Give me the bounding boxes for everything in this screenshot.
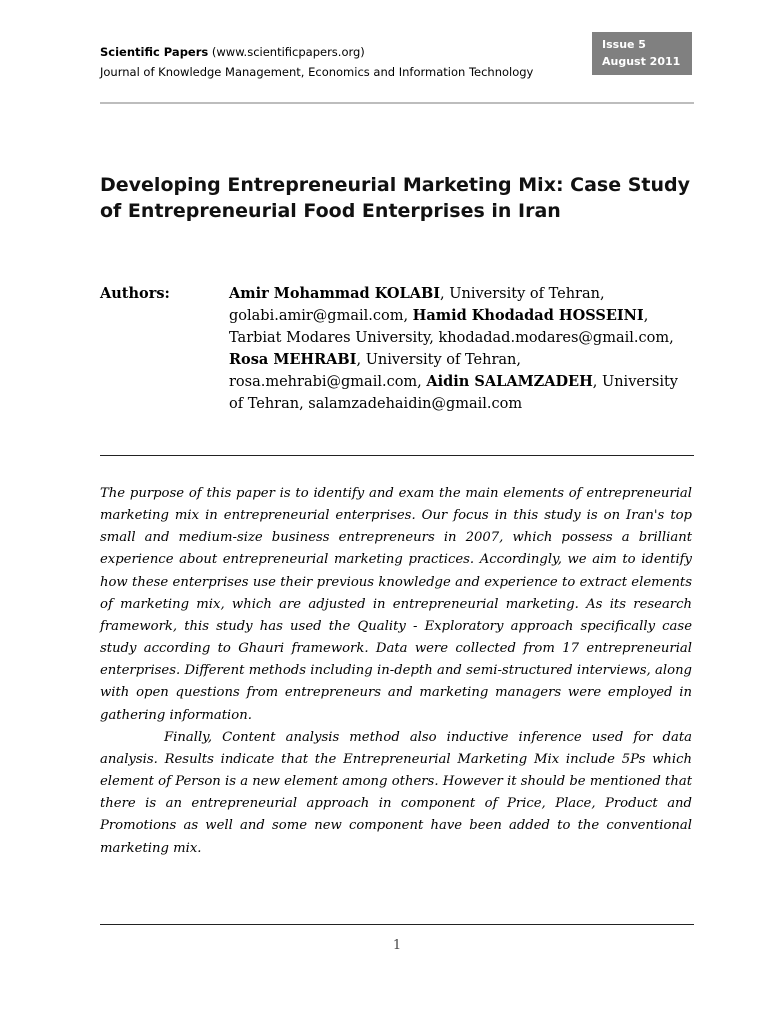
author-name: Hamid Khodadad HOSSEINI bbox=[412, 307, 644, 324]
header-divider bbox=[100, 102, 694, 104]
page-number: 1 bbox=[392, 938, 402, 953]
author-name: Amir Mohammad KOLABI bbox=[229, 285, 441, 302]
footer-divider bbox=[100, 924, 694, 925]
abstract bbox=[100, 483, 692, 860]
author-affiliation: , University of Tehran, golabi.amir@gmail.com, bbox=[229, 286, 605, 324]
issue-badge bbox=[592, 32, 692, 75]
author-affiliation: , Tarbiat Modares University, khodadad.modares@gmail.com, bbox=[229, 308, 674, 346]
author-name: Rosa MEHRABI bbox=[229, 351, 357, 368]
authors-divider bbox=[100, 455, 694, 456]
author-name: Aidin SALAMZADEH bbox=[426, 373, 593, 390]
publisher-url: (www.scientificpapers.org) bbox=[211, 45, 365, 59]
journal-header bbox=[100, 42, 570, 82]
issue-date: August 2011 bbox=[602, 55, 681, 68]
authors-label: Authors: bbox=[100, 285, 170, 302]
abstract-paragraph: The purpose of this paper is to identify and exam the main elements of entrepreneurial marketing mix in entrepreneurial enterprises. Our focus in this study is on Iran's top small and medium-size business entrepreneurs in 2007, which possess a brilliant experience about entrepreneurial marketing practices. Accordingly, we aim to identify how these enterprises use their previous knowledge and experience to extract elements of marketing mix, which are adjusted in entrepreneurial marketing. As its research framework, this study has used the Quality - Exploratory approach specifically case study according to Ghauri framework. Data were collected from 17 entrepreneurial enterprises. Different methods including in-depth and semi-structured interviews, along with open questions from entrepreneurs and marketing managers were employed in gathering information. bbox=[100, 486, 692, 723]
issue-number: Issue 5 bbox=[602, 38, 646, 51]
author-affiliation: , University of Tehran, rosa.mehrabi@gmail.com, bbox=[229, 352, 522, 390]
journal-name: Journal of Knowledge Management, Economics and Information Technology bbox=[100, 65, 534, 79]
publisher-name: Scientific Papers bbox=[100, 45, 209, 59]
authors-list bbox=[229, 283, 681, 415]
abstract-paragraph: Finally, Content analysis method also inductive inference used for data analysis. Results indicate that the Entrepreneurial Marketing Mix include 5Ps which element of Person is a new element among others. However it should be mentioned that there is an entrepreneurial approach in component of Price, Place, Product and Promotions as well and some new component have been added to the conventional marketing mix. bbox=[100, 729, 692, 856]
publisher-line bbox=[100, 42, 570, 62]
author-affiliation: , University of Tehran, salamzadehaidin@gmail.com bbox=[229, 374, 678, 412]
paper-title: Developing Entrepreneurial Marketing Mix: Case Study of Entrepreneurial Food Enterprises in Iran bbox=[100, 174, 691, 222]
